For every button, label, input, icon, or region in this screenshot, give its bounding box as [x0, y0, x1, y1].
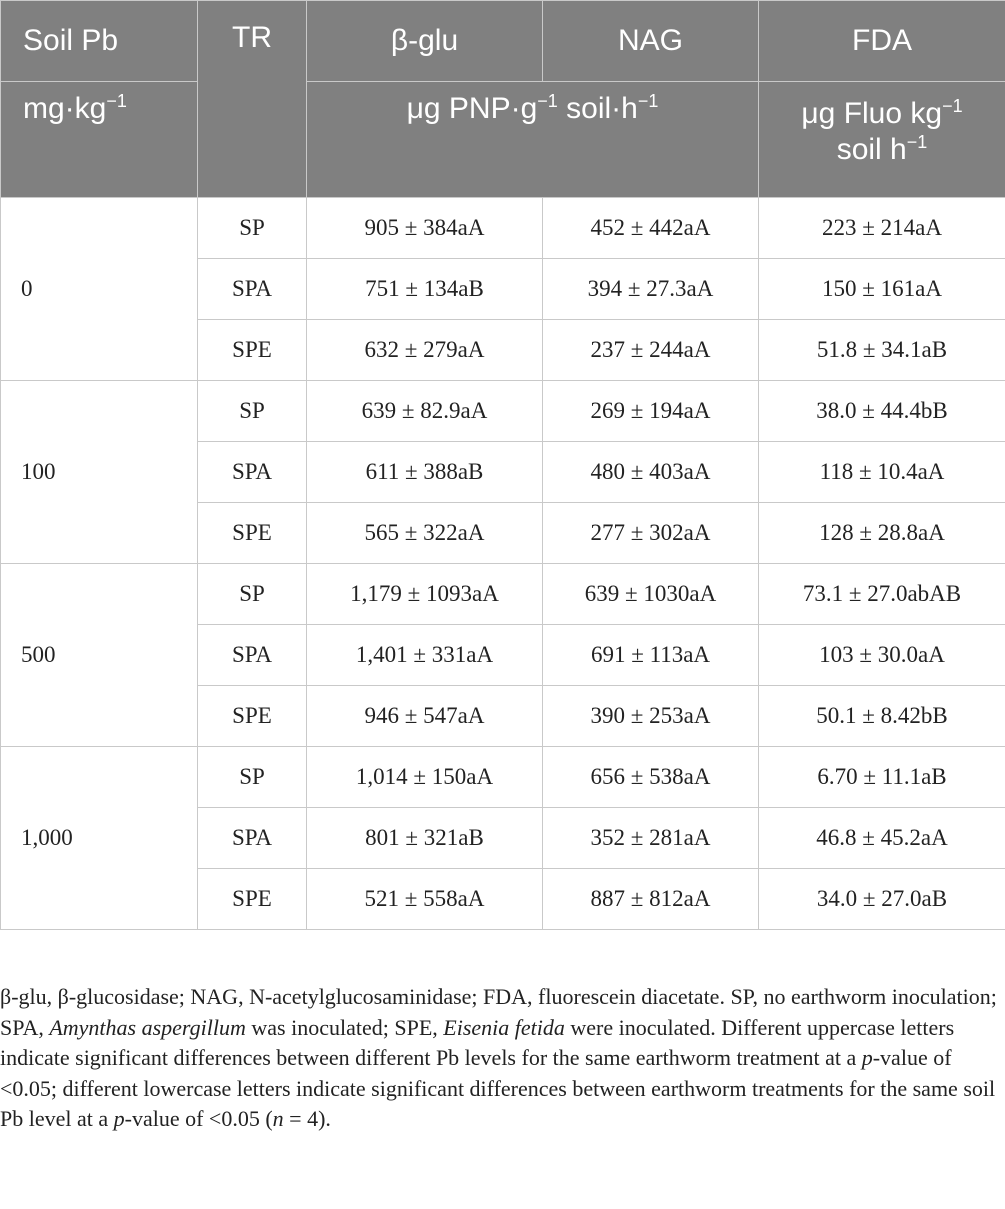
bglu-cell: 565 ± 322aA [307, 503, 543, 564]
fda-cell: 51.8 ± 34.1aB [759, 320, 1005, 381]
bglu-cell: 632 ± 279aA [307, 320, 543, 381]
table-row [1, 381, 1005, 442]
table-row [1, 198, 1005, 259]
fda-cell: 46.8 ± 45.2aA [759, 808, 1005, 869]
soil-pb-level: 100 [1, 381, 198, 564]
table-row [1, 747, 1005, 808]
treatment-cell: SPE [198, 686, 307, 747]
nag-cell: 480 ± 403aA [543, 442, 759, 503]
fda-cell: 50.1 ± 8.42bB [759, 686, 1005, 747]
treatment-cell: SP [198, 381, 307, 442]
bglu-cell: 801 ± 321aB [307, 808, 543, 869]
treatment-cell: SP [198, 198, 307, 259]
header-fda: FDA [759, 1, 1005, 82]
bglu-cell: 1,179 ± 1093aA [307, 564, 543, 625]
fda-cell: 128 ± 28.8aA [759, 503, 1005, 564]
bglu-cell: 639 ± 82.9aA [307, 381, 543, 442]
fda-cell: 38.0 ± 44.4bB [759, 381, 1005, 442]
soil-pb-level: 500 [1, 564, 198, 747]
nag-cell: 352 ± 281aA [543, 808, 759, 869]
soil-pb-level: 0 [1, 198, 198, 381]
nag-cell: 269 ± 194aA [543, 381, 759, 442]
fda-cell: 223 ± 214aA [759, 198, 1005, 259]
bglu-cell: 1,014 ± 150aA [307, 747, 543, 808]
nag-cell: 656 ± 538aA [543, 747, 759, 808]
treatment-cell: SPE [198, 503, 307, 564]
nag-cell: 639 ± 1030aA [543, 564, 759, 625]
bglu-cell: 611 ± 388aB [307, 442, 543, 503]
header-soil-pb-unit: $mg\cdot kg^{-1}$ [1, 82, 198, 198]
header-pnp-unit: μg $PNP\cdot g^{-1}$ $soil\cdot h^{-1}$ [307, 82, 759, 198]
nag-cell: 237 ± 244aA [543, 320, 759, 381]
fda-cell: 6.70 ± 11.1aB [759, 747, 1005, 808]
fda-cell: 103 ± 30.0aA [759, 625, 1005, 686]
treatment-cell: SPA [198, 808, 307, 869]
nag-cell: 887 ± 812aA [543, 869, 759, 930]
nag-cell: 691 ± 113aA [543, 625, 759, 686]
table-row [1, 564, 1005, 625]
table-header [1, 1, 1005, 198]
treatment-cell: SP [198, 564, 307, 625]
header-bglu: β-glu [307, 1, 543, 82]
bglu-cell: 1,401 ± 331aA [307, 625, 543, 686]
header-nag: NAG [543, 1, 759, 82]
fda-cell: 73.1 ± 27.0abAB [759, 564, 1005, 625]
nag-cell: 277 ± 302aA [543, 503, 759, 564]
header-tr: TR [198, 1, 307, 198]
treatment-cell: SPE [198, 320, 307, 381]
nag-cell: 452 ± 442aA [543, 198, 759, 259]
bglu-cell: 521 ± 558aA [307, 869, 543, 930]
header-soil-pb: Soil Pb [1, 1, 198, 82]
fda-cell: 34.0 ± 27.0aB [759, 869, 1005, 930]
bglu-cell: 751 ± 134aB [307, 259, 543, 320]
bglu-cell: 946 ± 547aA [307, 686, 543, 747]
fda-cell: 118 ± 10.4aA [759, 442, 1005, 503]
treatment-cell: SPA [198, 442, 307, 503]
header-fluo-unit: μg Fluo $kg^{-1}$ soil $h^{-1}$ [759, 82, 1005, 198]
table-footnote: β-glu, β-glucosidase; NAG, N-acetylglucosaminidase; FDA, fluorescein diacetate. SP, no earthworm inoculation; SPA, Amynthas aspergillum was inoculated; SPE, Eisenia fetida were inoculated. Different uppercase letters indicate significant differences between different Pb levels for the same earthworm treatment at a p-value of <0.05; different lowercase letters indicate significant differences between earthworm treatments for the same soil Pb level at a p-value of <0.05 (n = 4). [0, 984, 997, 1131]
nag-cell: 390 ± 253aA [543, 686, 759, 747]
bglu-cell: 905 ± 384aA [307, 198, 543, 259]
soil-pb-level: 1,000 [1, 747, 198, 930]
treatment-cell: SPA [198, 259, 307, 320]
treatment-cell: SPE [198, 869, 307, 930]
nag-cell: 394 ± 27.3aA [543, 259, 759, 320]
treatment-cell: SP [198, 747, 307, 808]
fda-cell: 150 ± 161aA [759, 259, 1005, 320]
table-body [1, 198, 1005, 930]
treatment-cell: SPA [198, 625, 307, 686]
